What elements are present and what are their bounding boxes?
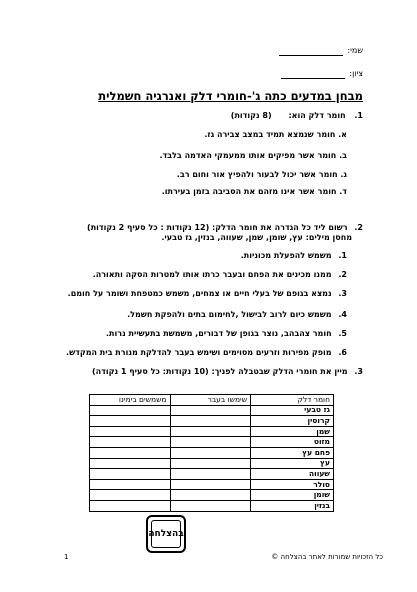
fuel-name-cell: בנזין: [251, 500, 334, 511]
today-answer-cell[interactable]: [90, 405, 171, 416]
table-header-past: שימשו בעבר: [170, 395, 251, 406]
past-answer-cell[interactable]: [170, 405, 251, 416]
today-answer-cell[interactable]: [90, 479, 171, 490]
q2-item-number: 4.: [338, 310, 347, 319]
today-answer-cell[interactable]: [90, 447, 171, 458]
fuel-name-cell: עץ: [251, 458, 334, 469]
page-number: 1: [64, 553, 69, 561]
table-header-fuel: חומר דלק: [251, 395, 334, 406]
fuel-name-cell: מזוט: [251, 437, 334, 448]
table-row: [90, 479, 334, 490]
q2-item-text: משמש להפעלת מכוניות.: [240, 251, 332, 260]
q1-heading: [231, 111, 363, 121]
q1-option[interactable]: ג. חומר אשר יכול לבעור ולהפיץ אור וחום רב.: [176, 170, 347, 179]
q2-instruction: רשום ליד כל הגדרה את חומר הדלק: (12 נקודות : כל סעיף 2 נקודות): [87, 223, 348, 232]
past-answer-cell[interactable]: [170, 500, 251, 511]
today-answer-cell[interactable]: [90, 437, 171, 448]
q1-option[interactable]: ד. חומר אשר אינו מזהם את הסביבה בזמן בעירתו.: [161, 187, 347, 196]
past-answer-cell[interactable]: [170, 437, 251, 448]
q3-number: 3.: [354, 367, 363, 376]
today-answer-cell[interactable]: [90, 469, 171, 480]
today-answer-cell[interactable]: [90, 416, 171, 427]
q2-item: [68, 289, 347, 299]
table-row: [90, 500, 334, 511]
name-blank-line[interactable]: [279, 55, 343, 56]
past-answer-cell[interactable]: [170, 490, 251, 501]
q2-word-bank: מחסן מילים: עץ, שומן, שמן, שעווה, בנזין, גז טבעי.: [161, 233, 352, 242]
q2-item-text: משמש כיום לרוב לבישול ,לחימום בתים ולהפקת חשמל.: [127, 310, 332, 319]
table-row: [90, 405, 334, 416]
table-row: [90, 437, 334, 448]
q1-text: חומר דלק הוא:: [288, 111, 346, 120]
name-label: שמי:: [347, 46, 363, 55]
q2-item-text: נמצא בגופם של בעלי חיים או צמחים, משמש כמטפחת ושומר על חומם.: [67, 289, 332, 298]
q2-item: [241, 251, 347, 261]
q2-number: 2.: [354, 223, 363, 232]
q2-item-text: ממנו מכינים את הפחם ובעבר כרתו אותו למטרות הסקה ותאורה.: [92, 270, 332, 279]
table-row: [90, 458, 334, 469]
fuel-name-cell: שעווה: [251, 469, 334, 480]
q1-option[interactable]: ב. חומר אשר מפיקים אותו ממעמקי האדמה בלבד.: [159, 151, 347, 160]
past-answer-cell[interactable]: [170, 416, 251, 427]
table-row: [90, 426, 334, 437]
q2-heading: [87, 223, 363, 233]
q2-item-number: 5.: [338, 329, 347, 338]
today-answer-cell[interactable]: [90, 500, 171, 511]
fuel-sorting-table: [89, 394, 334, 512]
q2-item: [127, 310, 347, 320]
success-logo: [146, 515, 186, 553]
q2-item-number: 1.: [338, 251, 347, 260]
table-header-row: [90, 395, 334, 406]
past-answer-cell[interactable]: [170, 469, 251, 480]
fuel-name-cell: גז טבעי: [251, 405, 334, 416]
q2-item-text: מופק מפירות וזרעים מסוימים ושימש בעבר להדלקת מנורת בית המקדש.: [66, 348, 332, 357]
table-row: [90, 469, 334, 480]
today-answer-cell[interactable]: [90, 426, 171, 437]
page-title: מבחן במדעים כתה ג'-חומרי דלק ואנרגיה חשמלית: [98, 89, 363, 103]
today-answer-cell[interactable]: [90, 458, 171, 469]
past-answer-cell[interactable]: [170, 479, 251, 490]
past-answer-cell[interactable]: [170, 458, 251, 469]
fuel-name-cell: קרוסין: [251, 416, 334, 427]
grade-blank-line[interactable]: [281, 78, 345, 79]
table-row: [90, 416, 334, 427]
q2-item-text: חומר צהבהב, נוצר בגופן של דבורים, משמשת בתעשיית נרות.: [106, 329, 332, 338]
q1-points: (8 נקודות): [230, 111, 272, 120]
q1-number: 1.: [354, 111, 363, 120]
q1-option[interactable]: א. חומר שנמצא תמיד במצב צבירה גז.: [204, 130, 347, 139]
logo-frame: [148, 520, 184, 548]
table-row: [90, 447, 334, 458]
footer-copyright: כל הזכויות שמורות לאתר בהצלחה ©: [271, 553, 383, 561]
grade-label: ציון:: [349, 69, 363, 78]
q2-item: [106, 329, 347, 339]
logo-text: בהצלחה: [148, 529, 184, 539]
fuel-name-cell: סולר: [251, 479, 334, 490]
fuel-name-cell: שמן: [251, 426, 334, 437]
past-answer-cell[interactable]: [170, 447, 251, 458]
q2-item: [66, 348, 347, 358]
q2-item: [93, 270, 347, 280]
q3-text: מיין את חומרי הדלק שבטבלה לפניך: (10 נקודות: כל סעיף 1 נקודה): [92, 367, 348, 376]
name-field: [279, 46, 363, 56]
grade-field: [281, 69, 363, 79]
q2-item-number: 6.: [338, 348, 347, 357]
table-row: [90, 490, 334, 501]
fuel-name-cell: פחם עץ: [251, 447, 334, 458]
today-answer-cell[interactable]: [90, 490, 171, 501]
fuel-name-cell: שומן: [251, 490, 334, 501]
q3-heading: [92, 367, 363, 377]
past-answer-cell[interactable]: [170, 426, 251, 437]
q2-item-number: 2.: [338, 270, 347, 279]
q2-item-number: 3.: [338, 289, 347, 298]
table-header-today: משמשים בימינו: [90, 395, 171, 406]
